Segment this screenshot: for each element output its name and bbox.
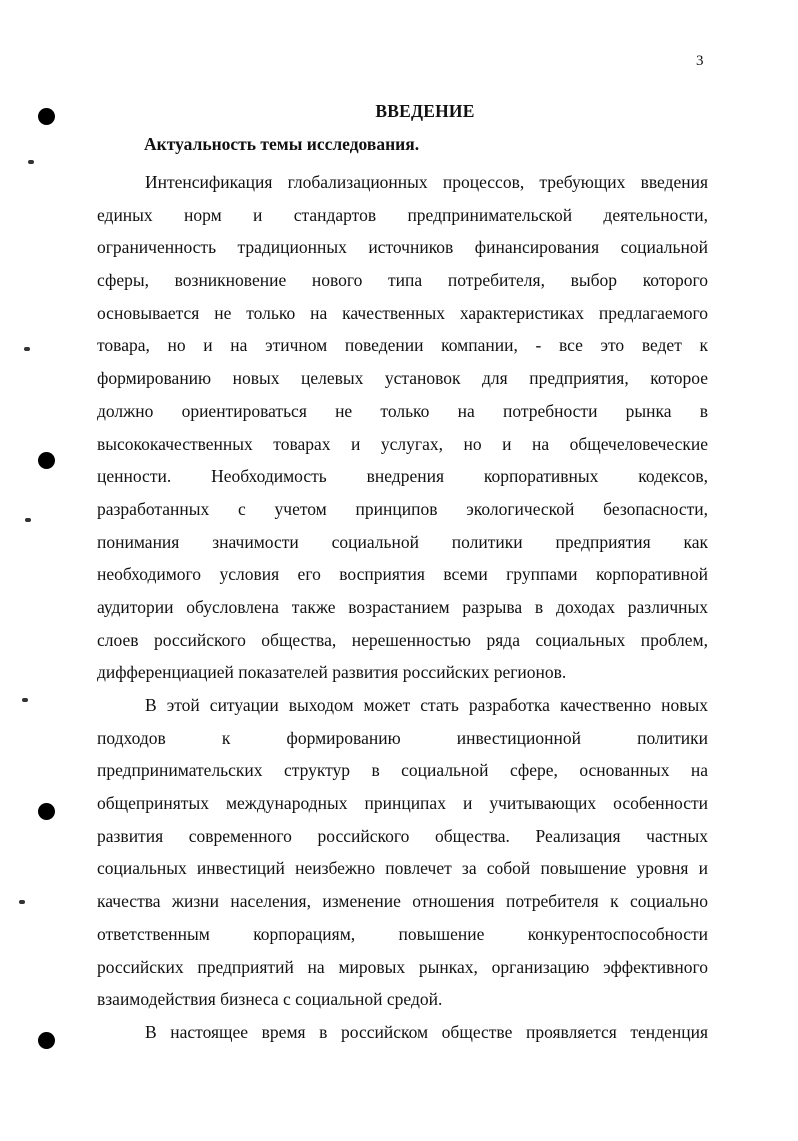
text-line: высококачественных товарах и услугах, но и на общечеловеческие <box>97 433 708 454</box>
text-line: подходов к формированию инвестиционной политики <box>97 727 708 748</box>
text-line: слоев российского общества, нерешенностью ряда социальных проблем, <box>97 629 708 650</box>
text-line: дифференциацией показателей развития российских регионов. <box>97 662 567 683</box>
text-line: Интенсификация глобализационных процессов, требующих введения <box>145 172 708 192</box>
text-line: взаимодействия бизнеса с социальной средой. <box>97 989 443 1010</box>
page-number: 3 <box>696 53 704 69</box>
text-line: товара, но и на этичном поведении компании, - все это ведет к <box>97 335 708 356</box>
text-line: В настоящее время в российском обществе проявляется тенденция <box>145 1021 708 1042</box>
scan-speck <box>25 518 31 522</box>
punch-hole <box>38 1032 55 1049</box>
text-line: сферы, возникновение нового типа потребителя, выбор которого <box>97 270 708 291</box>
scan-speck <box>19 900 25 904</box>
text-line: основывается не только на качественных характеристиках предлагаемого <box>97 302 708 323</box>
punch-hole <box>38 803 55 820</box>
section-heading: ВВЕДЕНИЕ <box>375 101 475 121</box>
text-line: российских предприятий на мировых рынках, организацию эффективного <box>97 956 708 977</box>
text-line: необходимого условия его восприятия всеми группами корпоративной <box>97 564 708 585</box>
text-line: ответственным корпорациям, повышение конкурентоспособности <box>97 923 708 944</box>
scan-speck <box>28 160 34 164</box>
text-line: единых норм и стандартов предпринимательской деятельности, <box>97 204 708 225</box>
text-line: социальных инвестиций неизбежно повлечет за собой повышение уровня и <box>97 858 708 879</box>
punch-hole <box>38 108 55 125</box>
text-line: В этой ситуации выходом может стать разработка качественно новых <box>145 695 708 715</box>
text-line: качества жизни населения, изменение отношения потребителя к социально <box>97 891 708 912</box>
subsection-heading: Актуальность темы исследования. <box>144 134 420 154</box>
text-line: ограниченность традиционных источников финансирования социальной <box>97 237 708 258</box>
text-line: общепринятых международных принципах и учитывающих особенности <box>97 793 708 814</box>
text-line: формированию новых целевых установок для предприятия, которое <box>97 368 708 389</box>
scan-speck <box>24 347 30 351</box>
text-line: развития современного российского общества. Реализация частных <box>97 825 708 846</box>
text-line: разработанных с учетом принципов экологической безопасности, <box>97 498 708 519</box>
text-line: предпринимательских структур в социальной сфере, основанных на <box>97 760 708 781</box>
text-line: ценности. Необходимость внедрения корпоративных кодексов, <box>97 466 708 487</box>
text-line: понимания значимости социальной политики предприятия как <box>97 531 708 552</box>
punch-hole <box>38 452 55 469</box>
scan-speck <box>22 698 28 702</box>
body-text <box>97 166 708 1049</box>
text-line: аудитории обусловлена также возрастанием разрыва в доходах различных <box>97 596 708 617</box>
text-line: должно ориентироваться не только на потребности рынка в <box>97 400 708 421</box>
